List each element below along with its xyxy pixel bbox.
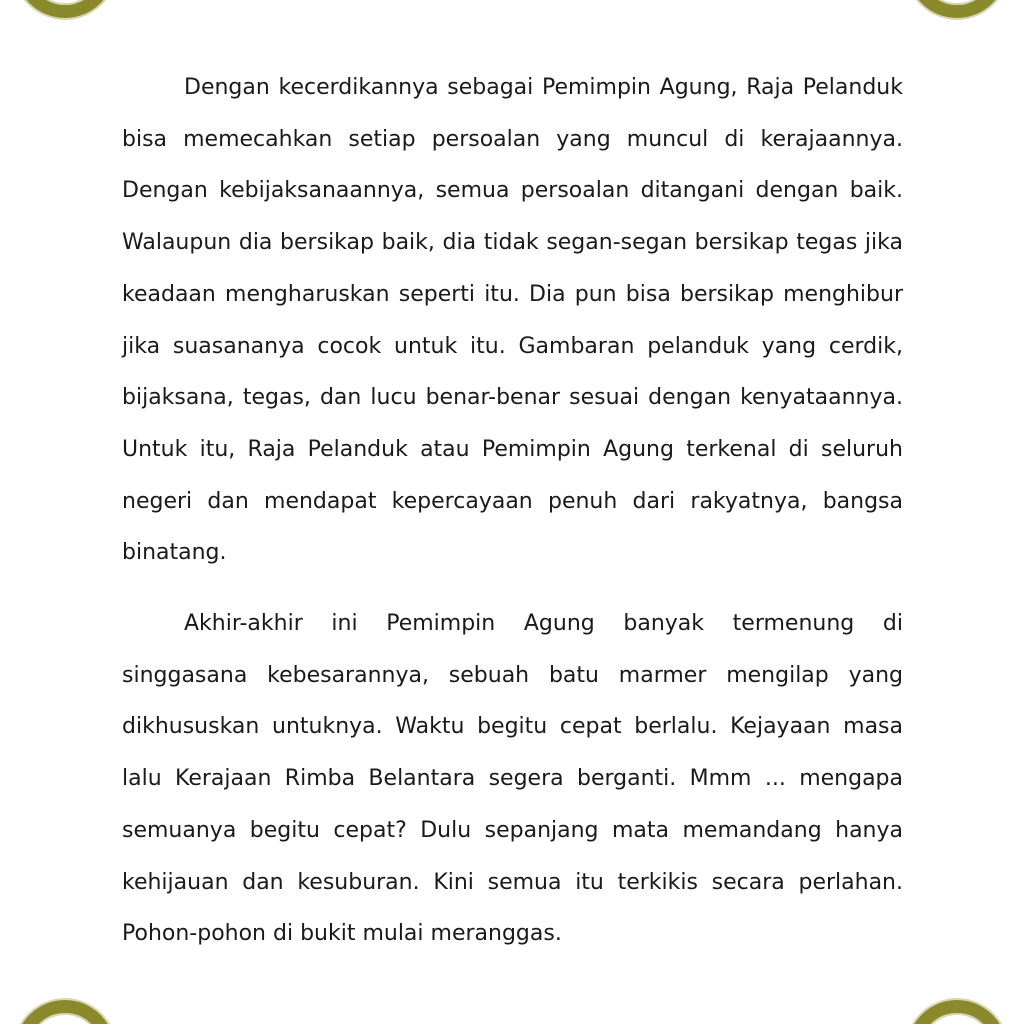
corner-ring-ornament <box>907 1000 1007 1024</box>
corner-ring-ornament <box>907 0 1007 18</box>
corner-ring-ornament <box>15 0 115 18</box>
body-text <box>122 62 903 960</box>
paragraph: Akhir-akhir ini Pemimpin Agung banyak termenung di singgasana kebesarannya, sebuah batu marmer mengilap yang dikhususkan untuknya. Waktu begitu cepat berlalu. Kejayaan masa lalu Kerajaan Rimba Belantara segera berganti. Mmm ... mengapa semuanya begitu cepat? Dulu sepanjang mata memandang hanya kehijauan dan kesuburan. Kini semua itu terkikis secara perlahan. Pohon-pohon di bukit mulai meranggas. <box>122 611 903 947</box>
corner-ring-ornament <box>15 1000 115 1024</box>
paragraph: Dengan kecerdikannya sebagai Pemimpin Agung, Raja Pelanduk bisa memecahkan setiap persoalan yang muncul di kerajaannya. Dengan kebijaksanaannya, semua persoalan ditangani dengan baik. Walaupun dia bersikap baik, dia tidak segan-segan bersikap tegas jika keadaan mengharuskan seperti itu. Dia pun bisa bersikap menghibur jika suasananya cocok untuk itu. Gambaran pelanduk yang cerdik, bijaksana, tegas, dan lucu benar-benar sesuai dengan kenyataannya. Untuk itu, Raja Pelanduk atau Pemimpin Agung terkenal di seluruh negeri dan mendapat kepercayaan penuh dari rakyatnya, bangsa binatang. <box>122 75 903 566</box>
